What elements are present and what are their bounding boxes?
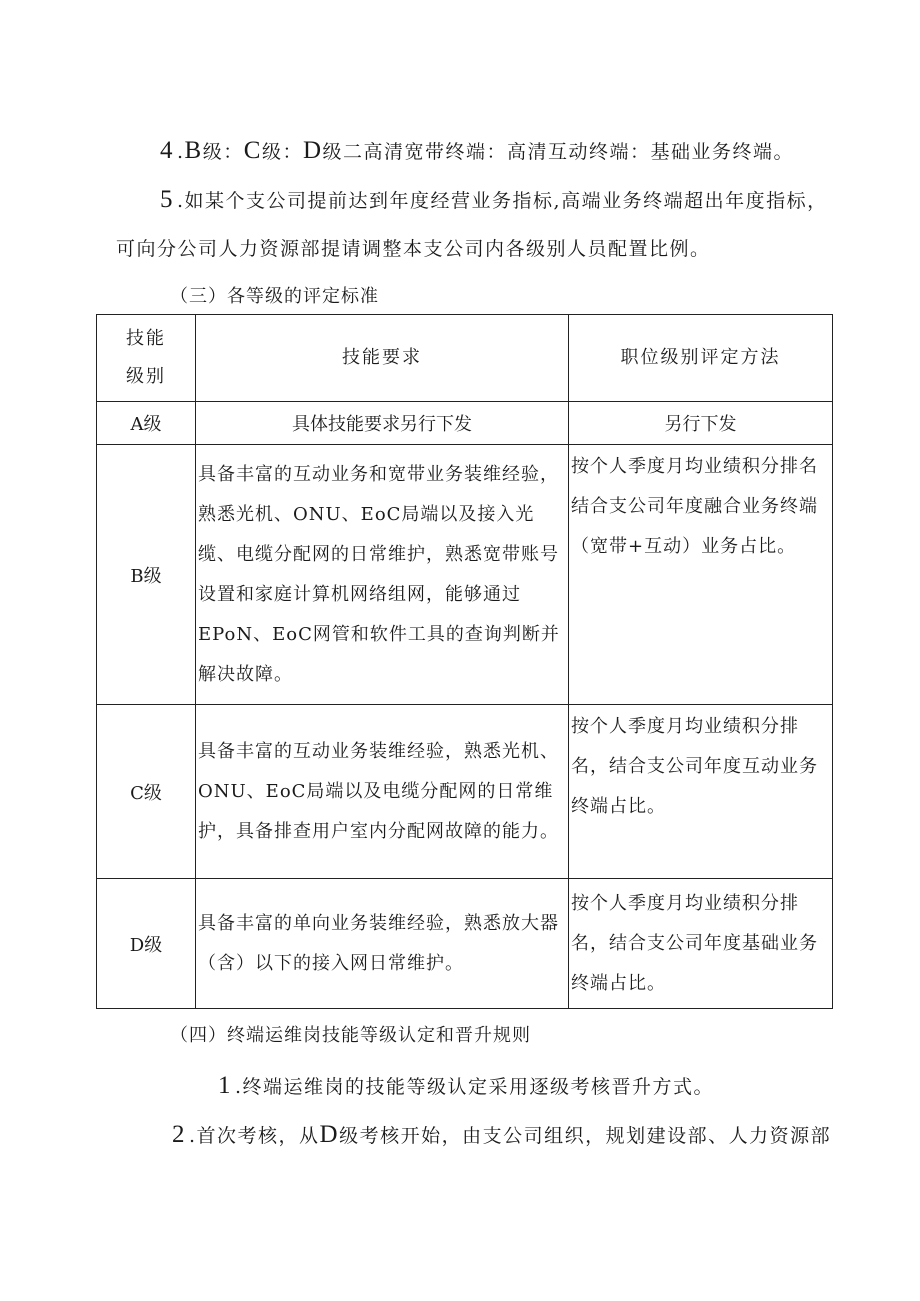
method-cell: 另行下发	[569, 402, 833, 445]
header-level: 技能 级别	[97, 315, 196, 402]
requirement-cell: 具备丰富的互动业务和宽带业务装维经验，熟悉光机、ONU、EoC局端以及接入光缆、电缆分配网的日常维护，熟悉宽带账号设置和家庭计算机网络组网，能够通过EPoN、EoC网管和软件工具的查询判断并解决故障。	[196, 445, 569, 705]
table-row	[97, 445, 833, 705]
item-4: 4 .B级：C级：D级二高清宽带终端：高清互动终端：基础业务终端。	[160, 137, 795, 164]
rule-2-number: 2	[172, 1121, 186, 1148]
method-cell: 按个人季度月均业绩积分排名结合支公司年度融合业务终端（宽带+互动）业务占比。	[569, 445, 833, 705]
table-row	[97, 879, 833, 1009]
item-5-number: 5	[160, 186, 174, 213]
item-5-line1: 5 .如某个支公司提前达到年度经营业务指标,高端业务终端超出年度指标，	[160, 186, 828, 213]
item-4-number: 4	[160, 137, 174, 164]
rule-1: 1 .终端运维岗的技能等级认定采用逐级考核晋升方式。	[218, 1072, 715, 1099]
method-cell: 按个人季度月均业绩积分排名，结合支公司年度基础业务终端占比。	[569, 879, 833, 1009]
table-header-row	[97, 315, 833, 402]
header-method: 职位级别评定方法	[569, 315, 833, 402]
section-4-title: （四）终端运维岗技能等级认定和晋升规则	[170, 1025, 531, 1046]
requirement-cell: 具备丰富的互动业务装维经验，熟悉光机、ONU、EoC局端以及电缆分配网的日常维护，具备排查用户室内分配网故障的能力。	[196, 705, 569, 879]
level-cell: D级	[97, 879, 196, 1009]
requirement-cell: 具备丰富的单向业务装维经验，熟悉放大器（含）以下的接入网日常维护。	[196, 879, 569, 1009]
header-requirement: 技能要求	[196, 315, 569, 402]
rule-2: 2 .首次考核，从D级考核开始，由支公司组织，规划建设部、人力资源部	[172, 1121, 832, 1148]
requirement-cell: 具体技能要求另行下发	[196, 402, 569, 445]
section-3-title: （三）各等级的评定标准	[170, 286, 379, 307]
level-cell: A级	[97, 402, 196, 445]
item-5-line2: 可向分公司人力资源部提请调整本支公司内各级别人员配置比例。	[116, 238, 711, 260]
level-cell: C级	[97, 705, 196, 879]
table-row	[97, 402, 833, 445]
rule-1-number: 1	[218, 1072, 232, 1099]
level-cell: B级	[97, 445, 196, 705]
method-cell: 按个人季度月均业绩积分排名，结合支公司年度互动业务终端占比。	[569, 705, 833, 879]
grade-table	[96, 314, 833, 1009]
table-row	[97, 705, 833, 879]
